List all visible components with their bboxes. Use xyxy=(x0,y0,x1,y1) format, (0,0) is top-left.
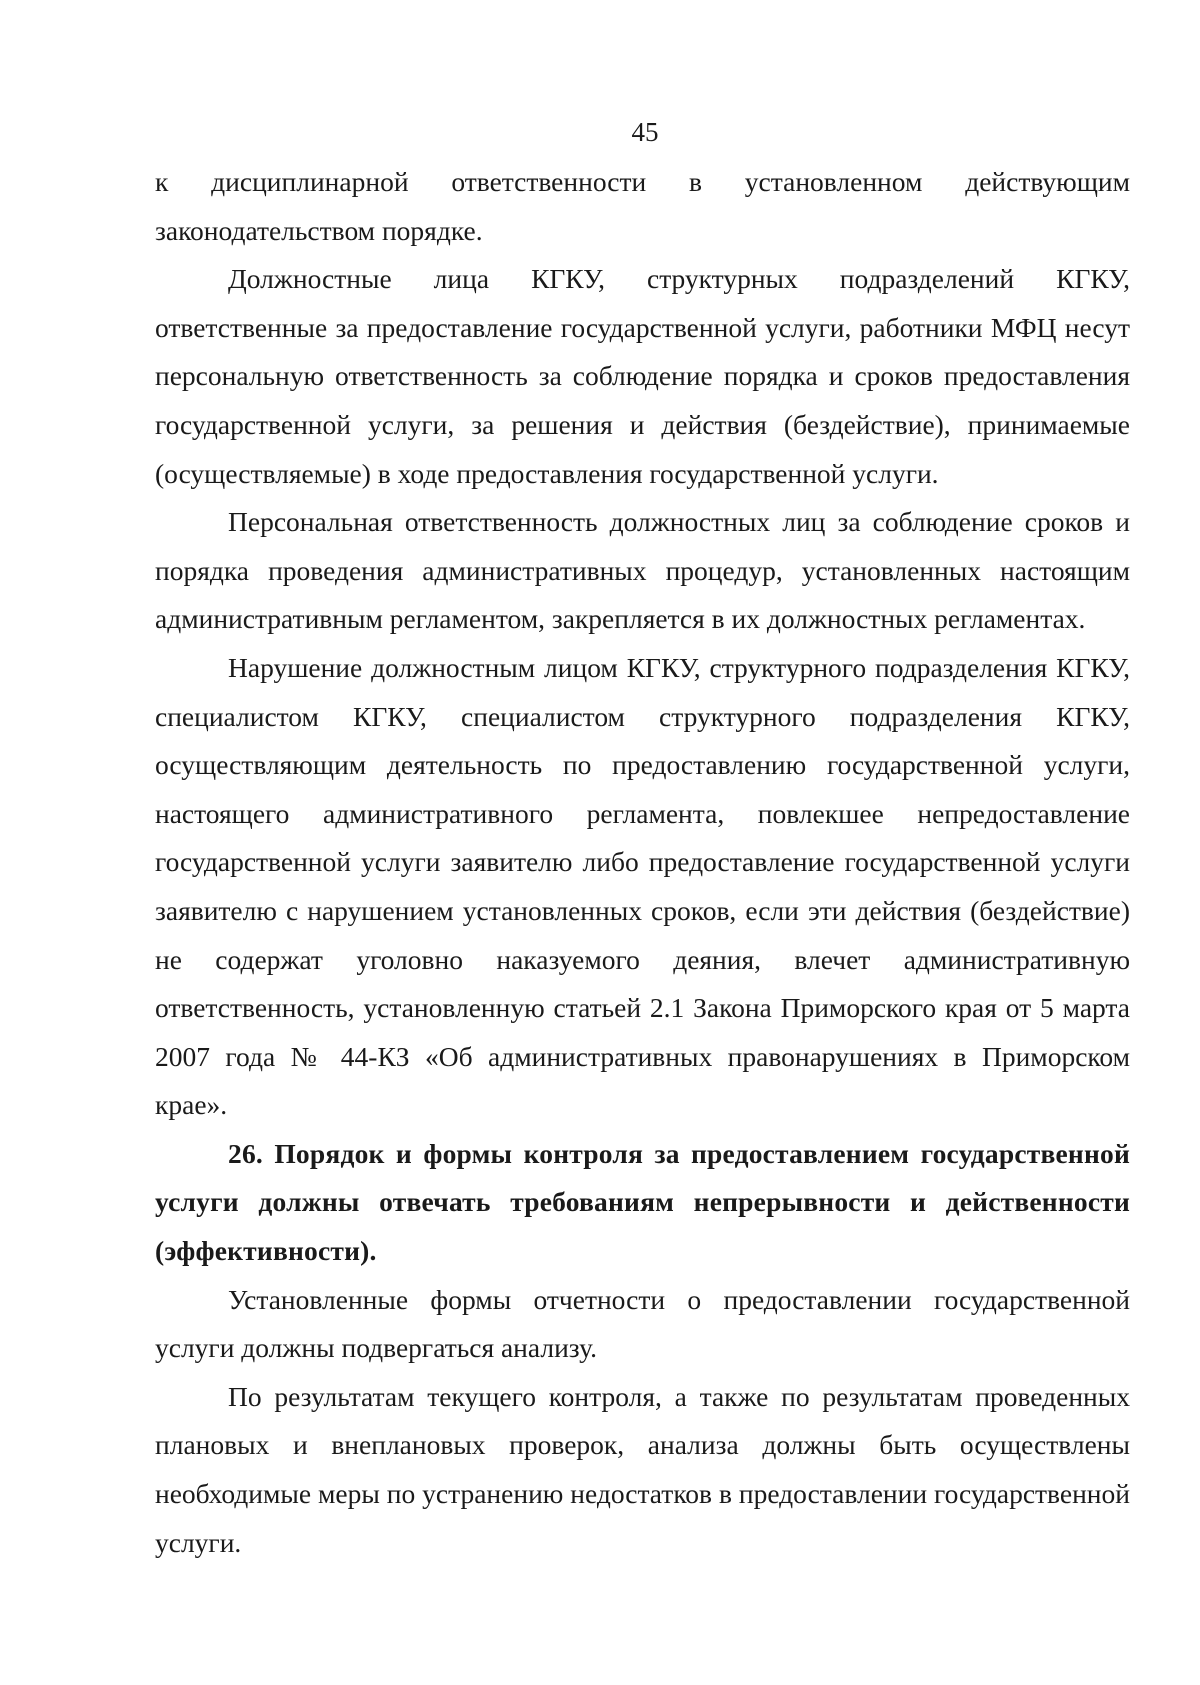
page-number: 45 xyxy=(631,117,659,147)
section-heading-26: 26. Порядок и формы контроля за предоставлением государственной услуги должны отвечать требованиям непрерывности и действенности (эффективности). xyxy=(155,1137,1130,1267)
paragraph-responsibility: Должностные лица КГКУ, структурных подразделений КГКУ, ответственные за предоставление государственной услуги, работники МФЦ несут персональную ответственность за соблюдение порядка и сроков предоставления государственной услуги, за решения и действия (бездействие), принимаемые (осуществляемые) в ходе предоставления государственной услуги. xyxy=(155,263,1130,489)
paragraph-violation: Нарушение должностным лицом КГКУ, структурного подразделения КГКУ, специалистом КГКУ, специалистом структурного подразделения КГКУ, осуществляющим деятельность по предоставлению государственной услуги, настоящего административного регламента, повлекшее непредоставление государственной услуги заявителю либо предоставление государственной услуги заявителю с нарушением установленных сроков, если эти действия (бездействие) не содержат уголовно наказуемого деяния, влечет административную ответственность, установленную статьей 2.1 Закона Приморского края от 5 марта 2007 года № 44-КЗ «Об административных правонарушениях в Приморском крае». xyxy=(155,651,1130,1121)
paragraph-continuation: к дисциплинарной ответственности в установленном действующим законодательством порядке. xyxy=(155,166,1130,246)
paragraph-reporting-forms: Установленные формы отчетности о предоставлении государственной услуги должны подвергаться анализу. xyxy=(155,1283,1130,1364)
document-body xyxy=(155,158,1130,1567)
paragraph-control-results: По результатам текущего контроля, а также по результатам проведенных плановых и внеплановых проверок, анализа должны быть осуществлены необходимые меры по устранению недостатков в предоставлении государственной услуги. xyxy=(155,1380,1130,1558)
paragraph-personal-responsibility: Персональная ответственность должностных лиц за соблюдение сроков и порядка проведения административных процедур, установленных настоящим административным регламентом, закрепляется в их должностных регламентах. xyxy=(155,506,1130,635)
